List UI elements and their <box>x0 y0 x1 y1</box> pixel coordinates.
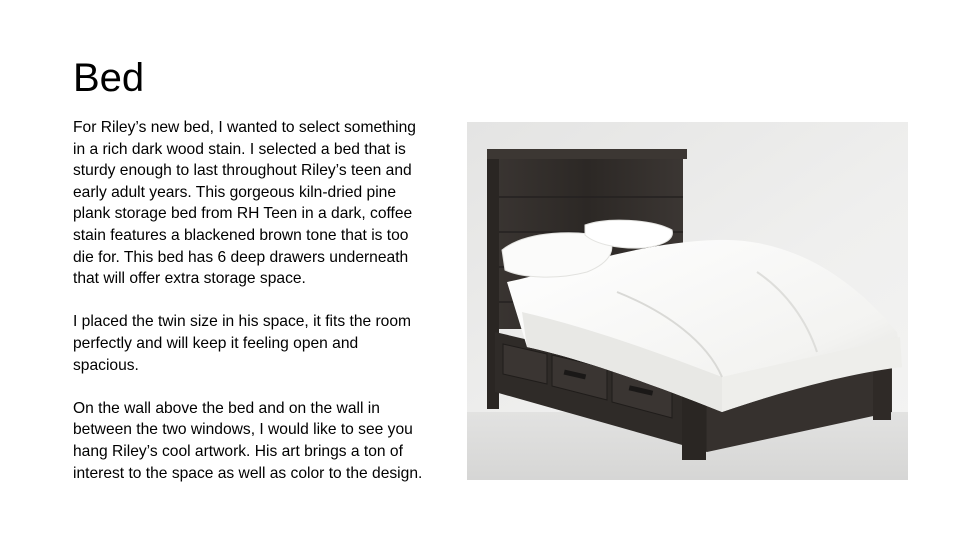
paragraph-artwork <box>73 398 453 484</box>
text-line: hang Riley’s cool artwork. His art brings a ton of <box>73 442 403 460</box>
text-line: On the wall above the bed and on the wall in <box>73 399 380 417</box>
text-line: in a rich dark wood stain. I selected a bed that is <box>73 140 406 158</box>
text-line: For Riley’s new bed, I wanted to select something <box>73 119 416 136</box>
text-line: I placed the twin size in his space, it fits the room <box>73 313 412 331</box>
paragraph-bed-size <box>73 311 453 376</box>
text-line: die for. This bed has 6 deep drawers underneath <box>73 248 409 266</box>
text-line: stain features a blackened brown tone that is too <box>73 226 409 244</box>
text-line: plank storage bed from RH Teen in a dark, coffee <box>73 205 413 223</box>
text-line: interest to the space as well as color to the design. <box>73 464 423 482</box>
text-line: early adult years. This gorgeous kiln-dried pine <box>73 183 397 201</box>
text-line: between the two windows, I would like to see you <box>73 421 413 439</box>
paragraph-bed-description <box>73 117 453 290</box>
bed-photo <box>467 122 908 480</box>
slide-body-text <box>73 117 453 506</box>
text-line: sturdy enough to last throughout Riley’s teen and <box>73 162 412 180</box>
text-line: spacious. <box>73 356 139 374</box>
slide-title: Bed <box>73 56 145 100</box>
text-line: perfectly and will keep it feeling open and <box>73 334 359 352</box>
text-line: that will offer extra storage space. <box>73 270 306 288</box>
